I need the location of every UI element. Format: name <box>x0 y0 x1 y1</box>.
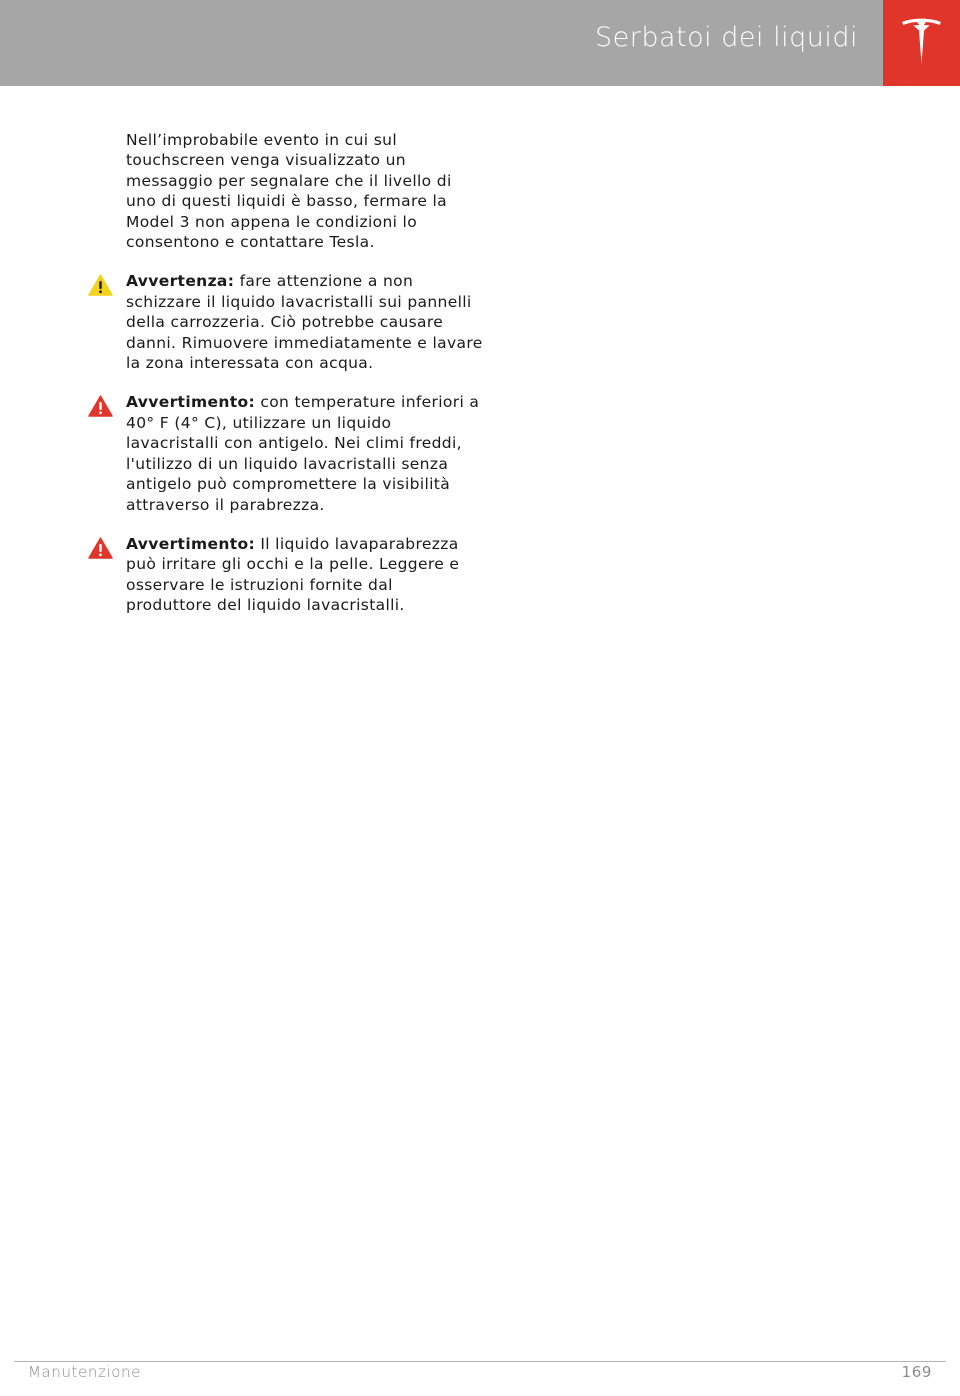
intro-paragraph: Nell’improbabile evento in cui sul touchscreen venga visualizzato un messaggio per segnalare che il livello di uno di questi liquidi è basso, fermare la Model 3 non appena le condizioni lo consentono e contattare Tesla. <box>126 131 452 252</box>
warning-note-irritation <box>88 534 483 616</box>
caution-note <box>88 271 483 373</box>
caution-body: fare attenzione a non schizzare il liquido lavacristalli sui pannelli della carrozzeria. Ciò potrebbe causare danni. Rimuovere immediatamente e lavare la zona interessata con acqua. <box>126 272 483 373</box>
tesla-logo-icon <box>901 16 942 66</box>
footer-section-name: Manutenzione <box>28 1363 141 1381</box>
warning-body: Il liquido lavaparabrezza può irritare gli occhi e la pelle. Leggere e osservare le istruzioni fornite dal produttore del liquido lavacristalli. <box>126 534 460 615</box>
warning-text-temperature <box>126 392 483 514</box>
main-content <box>88 130 483 616</box>
warning-label: Avvertimento: <box>126 534 256 553</box>
caution-text <box>126 271 483 373</box>
page-title: Serbatoi dei liquidi <box>595 22 858 53</box>
warning-triangle-icon <box>88 537 113 559</box>
warning-label: Avvertimento: <box>126 393 256 412</box>
brand-logo-box <box>883 0 960 86</box>
warning-note-temperature <box>88 392 483 514</box>
page-number: 169 <box>901 1363 932 1381</box>
caution-label: Avvertenza: <box>126 272 235 291</box>
warning-triangle-icon <box>88 395 113 417</box>
footer-divider <box>14 1361 946 1362</box>
warning-body: con temperature inferiori a 40° F (4° C), utilizzare un liquido lavacristalli con antigelo. Nei climi freddi, l'utilizzo di un liquido lavacristalli senza antigelo può compromettere la visibilità attraverso il parabrezza. <box>126 393 480 514</box>
caution-triangle-icon <box>88 274 113 296</box>
warning-text-irritation <box>126 534 483 616</box>
page-header <box>0 0 960 86</box>
